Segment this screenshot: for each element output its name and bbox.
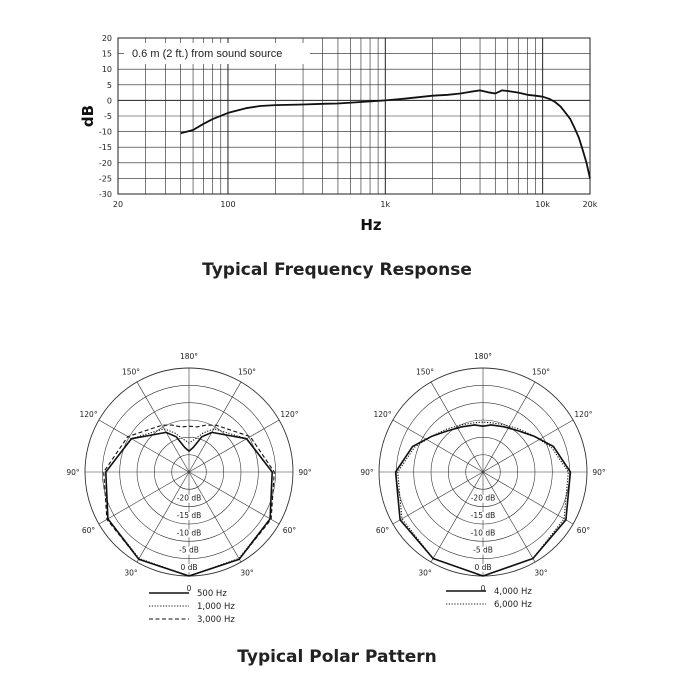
freq-y-axis-title: dB: [79, 104, 97, 128]
freq-y-tick-label: -5: [104, 112, 112, 121]
polar-spoke: [189, 472, 279, 524]
frequency-response-chart: [79, 34, 598, 234]
polar-angle-label: 30°: [240, 568, 254, 578]
polar-spoke: [483, 472, 573, 524]
polar-angle-label: 30°: [124, 568, 138, 578]
polar-pattern-chart-high: [360, 352, 606, 610]
polar-angle-label: 180°: [179, 352, 199, 361]
polar-angle-label: 150°: [415, 367, 435, 377]
polar-legend-label: 500 Hz: [197, 589, 227, 599]
polar-spoke: [99, 472, 189, 524]
polar-angle-label: 60°: [81, 526, 96, 535]
polar-angle-label: 0: [480, 584, 486, 593]
polar-pattern-caption: Typical Polar Pattern: [237, 647, 437, 667]
polar-spoke: [393, 420, 483, 472]
polar-spoke: [431, 382, 483, 472]
freq-x-tick-label: 20k: [582, 200, 598, 209]
polar-angle-label: 150°: [531, 367, 551, 377]
polar-angle-label: 30°: [418, 568, 432, 578]
polar-radial-tick-label: -20 dB: [470, 493, 496, 503]
freq-y-tick-label: 5: [106, 80, 112, 90]
polar-legend-label: 3,000 Hz: [197, 615, 235, 625]
polar-angle-label: 120°: [574, 410, 593, 419]
polar-legend-label: 1,000 Hz: [197, 602, 235, 612]
polar-angle-label: 90°: [592, 468, 606, 477]
polar-legend-label: 4,000 Hz: [494, 587, 532, 597]
freq-y-tick-label: -10: [98, 127, 112, 137]
polar-angle-label: 0: [186, 584, 192, 593]
polar-angle-label: 60°: [375, 526, 390, 535]
polar-angle-label: 120°: [79, 410, 98, 419]
freq-y-tick-label: -20: [98, 158, 112, 168]
polar-pattern-chart-low: [66, 352, 312, 625]
freq-y-tick-label: -25: [98, 174, 112, 184]
polar-angle-label: 30°: [534, 568, 548, 578]
polar-radial-tick-label: -10 dB: [176, 528, 202, 538]
freq-x-tick-label: 1k: [380, 200, 391, 209]
polar-spoke: [483, 382, 535, 472]
freq-y-tick-label: 0: [106, 96, 112, 106]
polar-radial-tick-label: -20 dB: [176, 493, 202, 503]
polar-legend-label: 6,000 Hz: [494, 600, 532, 610]
polar-angle-label: 180°: [473, 352, 493, 361]
polar-spoke: [137, 382, 189, 472]
polar-angle-label: 90°: [360, 468, 374, 477]
freq-x-tick-label: 100: [220, 200, 236, 209]
polar-radial-tick-label: -15 dB: [470, 511, 496, 520]
polar-angle-label: 90°: [298, 468, 312, 477]
freq-y-tick-label: -30: [98, 190, 112, 199]
freq-x-tick-label: 10k: [535, 200, 551, 209]
freq-x-tick-label: 20: [112, 200, 124, 209]
polar-radial-tick-label: -10 dB: [470, 528, 496, 538]
freq-y-tick-label: 10: [101, 65, 112, 75]
freq-annotation: 0.6 m (2 ft.) from sound source: [132, 48, 283, 60]
polar-angle-label: 120°: [373, 410, 392, 419]
polar-radial-tick-label: -5 dB: [473, 545, 493, 555]
polar-radial-tick-label: -5 dB: [179, 545, 199, 555]
freq-y-tick-label: 20: [101, 34, 112, 43]
freq-y-tick-label: 15: [101, 49, 112, 59]
polar-angle-label: 150°: [121, 367, 141, 377]
polar-angle-label: 60°: [576, 526, 591, 535]
polar-angle-label: 150°: [237, 367, 257, 377]
freq-y-tick-label: -15: [98, 143, 112, 153]
polar-angle-label: 120°: [280, 410, 299, 419]
polar-angle-label: 60°: [282, 526, 297, 535]
polar-angle-label: 90°: [66, 468, 80, 477]
polar-radial-tick-label: -15 dB: [176, 511, 202, 520]
polar-spoke: [483, 420, 573, 472]
freq-x-axis-title: Hz: [360, 216, 382, 234]
polar-radial-tick-label: 0 dB: [474, 563, 492, 572]
polar-radial-tick-label: 0 dB: [180, 563, 198, 572]
polar-spoke: [393, 472, 483, 524]
frequency-response-caption: Typical Frequency Response: [202, 260, 472, 280]
